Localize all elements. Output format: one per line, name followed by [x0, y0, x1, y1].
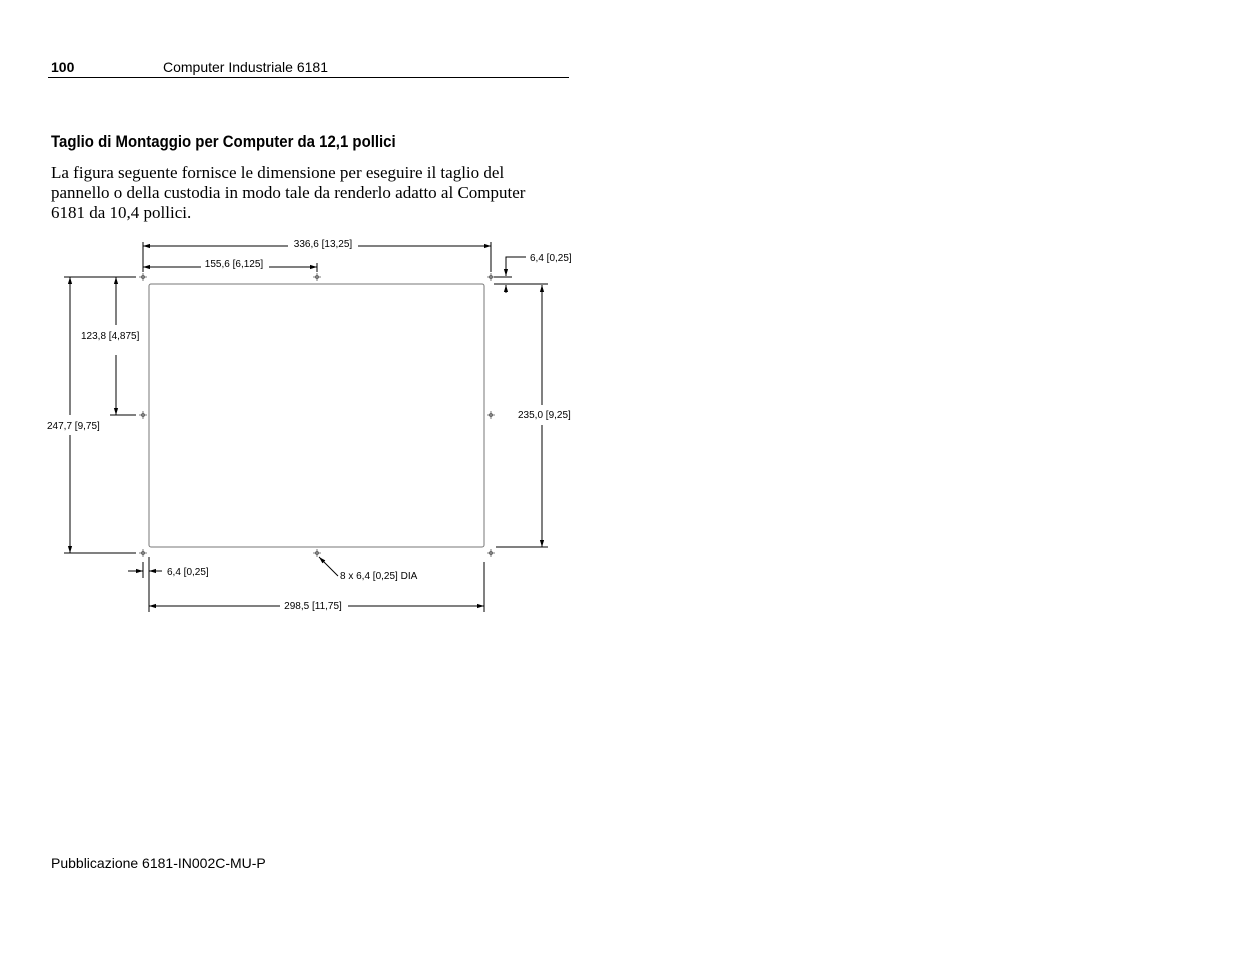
mounting-hole	[487, 549, 495, 557]
dim-overall-width-label: 336,6 [13,25]	[293, 239, 353, 250]
paragraph-line: pannello o della custodia in modo tale da renderlo adatto al Computer	[51, 183, 526, 202]
dim-holes-leader	[319, 557, 338, 576]
dim-top-offset-label: 6,4 [0,25]	[530, 253, 572, 264]
mounting-hole	[139, 549, 147, 557]
dim-top-offset-leader	[506, 257, 526, 276]
header-rule	[48, 77, 569, 78]
cutout-rectangle	[149, 284, 484, 547]
mounting-hole	[139, 411, 147, 419]
section-title: Taglio di Montaggio per Computer da 12,1 pollici	[51, 132, 396, 151]
dim-half-height-label: 123,8 [4,875]	[81, 331, 140, 342]
mounting-hole	[313, 273, 321, 281]
page-number: 100	[51, 59, 75, 75]
dim-side-offset-label: 6,4 [0,25]	[167, 567, 209, 578]
dim-half-width-label: 155,6 [6,125]	[204, 259, 264, 270]
dim-holes-label: 8 x 6,4 [0,25] DIA	[340, 571, 418, 582]
mounting-hole	[487, 273, 495, 281]
section-paragraph	[51, 163, 551, 223]
mounting-hole	[487, 411, 495, 419]
paragraph-line: 6181 da 10,4 pollici.	[51, 203, 192, 222]
dim-cutout-width-label: 298,5 [11,75]	[284, 601, 342, 612]
publication-number: Pubblicazione 6181-IN002C-MU-P	[51, 855, 266, 871]
running-title: Computer Industriale 6181	[163, 59, 328, 75]
dim-cutout-height-label: 235,0 [9,25]	[518, 410, 571, 421]
paragraph-line: La figura seguente fornisce le dimensione per eseguire il taglio del	[51, 163, 505, 182]
cutout-drawing	[0, 230, 620, 630]
mounting-holes	[139, 273, 495, 557]
mounting-hole	[313, 549, 321, 557]
dim-overall-height-label: 247,7 [9,75]	[47, 421, 100, 432]
mounting-hole	[139, 273, 147, 281]
